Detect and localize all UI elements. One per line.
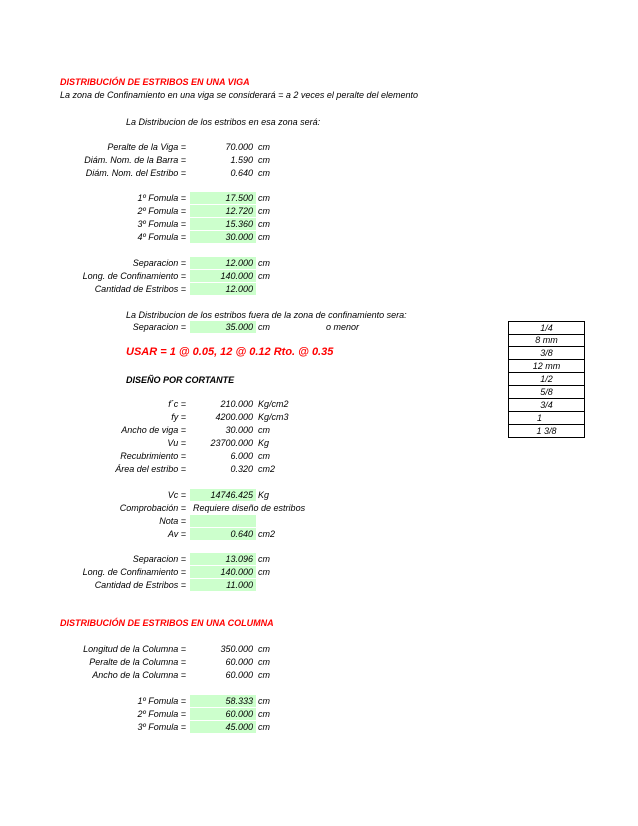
recubrimiento-unit: cm — [258, 451, 270, 461]
nota-value[interactable] — [190, 515, 256, 527]
long-conf2-value[interactable]: 140.000 — [190, 566, 256, 578]
formula3-label: 3º Fomula = — [137, 219, 186, 229]
shear-title: DISEÑO POR CORTANTE — [126, 375, 235, 385]
av-unit: cm2 — [258, 529, 276, 539]
outside-heading: La Distribucion de los estribos fuera de la zona de confinamiento sera: — [126, 310, 407, 320]
separacion-out-value[interactable]: 35.000 — [190, 321, 256, 333]
side-list-item[interactable]: 3/4 — [508, 399, 585, 412]
col-longitud-value[interactable]: 350.000 — [220, 644, 253, 654]
vu-label: Vu = — [167, 438, 186, 448]
vc-unit: Kg — [258, 490, 270, 500]
formula1-label: 1º Fomula = — [137, 193, 186, 203]
col-ancho-label: Ancho de la Columna = — [92, 670, 186, 680]
formula2-label: 2º Fomula = — [137, 206, 186, 216]
col-formula2-value[interactable]: 60.000 — [190, 708, 256, 720]
col-ancho-unit: cm — [258, 670, 270, 680]
comprobacion-label: Comprobación = — [119, 503, 186, 513]
side-list-item[interactable]: 1 — [508, 412, 585, 425]
ancho-viga-value[interactable]: 30.000 — [225, 425, 253, 435]
cant-estribos1-label: Cantidad de Estribos = — [94, 284, 186, 294]
recubrimiento-value[interactable]: 6.000 — [230, 451, 253, 461]
long-conf1-value[interactable]: 140.000 — [190, 270, 256, 282]
fc-unit: Kg/cm2 — [258, 399, 289, 409]
fy-value[interactable]: 4200.000 — [215, 412, 253, 422]
diam-estribo-label: Diám. Nom. del Estribo = — [85, 168, 186, 178]
beam-dist-heading: La Distribucion de los estribos en esa zona será: — [126, 117, 321, 127]
formula2-value[interactable]: 12.720 — [190, 205, 256, 217]
formula3-value[interactable]: 15.360 — [190, 218, 256, 230]
peralte-unit: cm — [258, 142, 270, 152]
formula2-unit: cm — [258, 206, 270, 216]
beam-intro: La zona de Confinamiento en una viga se considerará = a 2 veces el peralte del elemento — [60, 90, 418, 100]
formula1-value[interactable]: 17.500 — [190, 192, 256, 204]
col-ancho-value[interactable]: 60.000 — [225, 670, 253, 680]
area-estribo-unit: cm2 — [258, 464, 276, 474]
nota-label: Nota = — [159, 516, 186, 526]
col-formula3-unit: cm — [258, 722, 270, 732]
separacion2-value[interactable]: 13.096 — [190, 553, 256, 565]
separacion1-label: Separacion = — [132, 258, 186, 268]
vu-unit: Kg — [258, 438, 270, 448]
recubrimiento-label: Recubrimiento = — [120, 451, 186, 461]
long-conf2-unit: cm — [258, 567, 270, 577]
side-list-item[interactable]: 8 mm — [508, 334, 585, 347]
formula1-unit: cm — [258, 193, 270, 203]
separacion2-label: Separacion = — [132, 554, 186, 564]
col-longitud-label: Longitud de la Columna = — [83, 644, 186, 654]
comprobacion-value: Requiere diseño de estribos — [193, 503, 306, 513]
area-estribo-label: Área del estribo = — [115, 464, 186, 474]
long-conf1-label: Long. de Confinamiento = — [82, 271, 186, 281]
separacion2-unit: cm — [258, 554, 270, 564]
long-conf1-unit: cm — [258, 271, 270, 281]
separacion1-unit: cm — [258, 258, 270, 268]
col-peralte-value[interactable]: 60.000 — [225, 657, 253, 667]
col-formula2-unit: cm — [258, 709, 270, 719]
formula4-label: 4º Fomula = — [137, 232, 186, 242]
av-label: Av = — [167, 529, 186, 539]
formula4-unit: cm — [258, 232, 270, 242]
ancho-viga-unit: cm — [258, 425, 270, 435]
beam-title: DISTRIBUCIÓN DE ESTRIBOS EN UNA VIGA — [60, 77, 250, 87]
usar-result: USAR = 1 @ 0.05, 12 @ 0.12 Rto. @ 0.35 — [126, 346, 334, 358]
formula4-value[interactable]: 30.000 — [190, 231, 256, 243]
col-formula2-label: 2º Fomula = — [137, 709, 186, 719]
col-formula1-value[interactable]: 58.333 — [190, 695, 256, 707]
diam-barra-label: Diám. Nom. de la Barra = — [84, 155, 186, 165]
col-formula1-unit: cm — [258, 696, 270, 706]
vc-label: Vc = — [167, 490, 186, 500]
separacion-out-label: Separacion = — [132, 322, 186, 332]
fc-label: f´c = — [168, 399, 186, 409]
ancho-viga-label: Ancho de viga = — [121, 425, 186, 435]
area-estribo-value[interactable]: 0.320 — [230, 464, 253, 474]
diam-estribo-unit: cm — [258, 168, 270, 178]
fc-value[interactable]: 210.000 — [220, 399, 253, 409]
col-formula3-value[interactable]: 45.000 — [190, 721, 256, 733]
peralte-label: Peralte de la Viga = — [107, 142, 186, 152]
side-list-item[interactable]: 3/8 — [508, 347, 585, 360]
col-peralte-label: Peralte de la Columna = — [89, 657, 186, 667]
diam-barra-unit: cm — [258, 155, 270, 165]
vu-value[interactable]: 23700.000 — [210, 438, 253, 448]
diam-estribo-value[interactable]: 0.640 — [230, 168, 253, 178]
side-list-item[interactable]: 1/2 — [508, 373, 585, 386]
vc-value[interactable]: 14746.425 — [190, 489, 256, 501]
col-formula3-label: 3º Fomula = — [137, 722, 186, 732]
cant-estribos1-value[interactable]: 12.000 — [190, 283, 256, 295]
diam-barra-value[interactable]: 1.590 — [230, 155, 253, 165]
side-list-item[interactable]: 12 mm — [508, 360, 585, 373]
separacion1-value[interactable]: 12.000 — [190, 257, 256, 269]
col-peralte-unit: cm — [258, 657, 270, 667]
column-title: DISTRIBUCIÓN DE ESTRIBOS EN UNA COLUMNA — [60, 618, 274, 628]
side-list-item[interactable]: 1/4 — [508, 321, 585, 335]
col-formula1-label: 1º Fomula = — [137, 696, 186, 706]
fy-label: fy = — [171, 412, 186, 422]
separacion-out-note: o menor — [326, 322, 360, 332]
separacion-out-unit: cm — [258, 322, 270, 332]
cant-estribos2-value[interactable]: 11.000 — [190, 579, 256, 591]
long-conf2-label: Long. de Confinamiento = — [82, 567, 186, 577]
cant-estribos2-label: Cantidad de Estribos = — [94, 580, 186, 590]
peralte-value[interactable]: 70.000 — [225, 142, 253, 152]
fy-unit: Kg/cm3 — [258, 412, 289, 422]
av-value[interactable]: 0.640 — [190, 528, 256, 540]
formula3-unit: cm — [258, 219, 270, 229]
col-longitud-unit: cm — [258, 644, 270, 654]
side-list-item[interactable]: 1 3/8 — [508, 425, 585, 438]
side-list-item[interactable]: 5/8 — [508, 386, 585, 399]
